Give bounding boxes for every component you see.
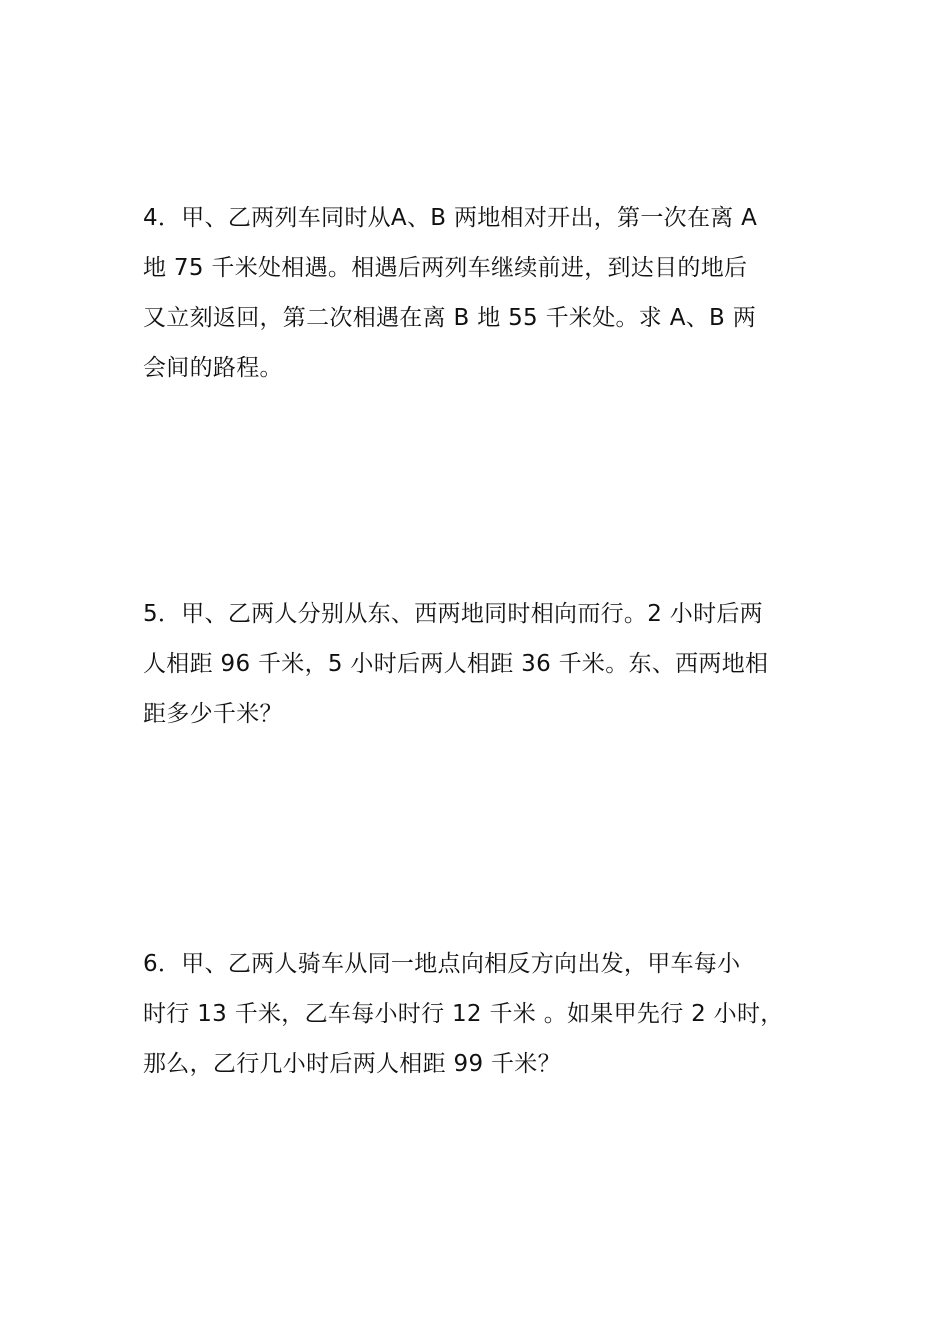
problem-5-line-2: 人相距 96 千米，5 小时后两人相距 36 千米。东、西两地相 [143,651,769,677]
problem-5-line-3: 距多少千米？ [143,701,283,727]
problem-4-line-3: 又立刻返回，第二次相遇在离 B 地 55 千米处。求 A、B 两 [143,305,757,331]
problem-4-line-4: 会间的路程。 [143,355,283,381]
problem-6-line-3: 那么，乙行几小时后两人相距 99 千米？ [143,1051,561,1077]
problem-4 [143,193,823,393]
problem-5-line-1: 5．甲、乙两人分别从东、西两地同时相向而行。2 小时后两 [143,601,763,627]
problem-4-line-1: 4．甲、乙两列车同时从A、B 两地相对开出，第一次在离 A [143,205,758,231]
problem-6-line-1: 6．甲、乙两人骑车从同一地点向相反方向出发，甲车每小 [143,951,741,977]
problem-6-line-2: 时行 13 千米，乙车每小时行 12 千米 。如果甲先行 2 小时， [143,1001,784,1027]
problem-5 [143,589,823,739]
problem-4-line-2: 地 75 千米处相遇。相遇后两列车继续前进，到达目的地后 [143,255,748,281]
problem-6 [143,939,823,1089]
